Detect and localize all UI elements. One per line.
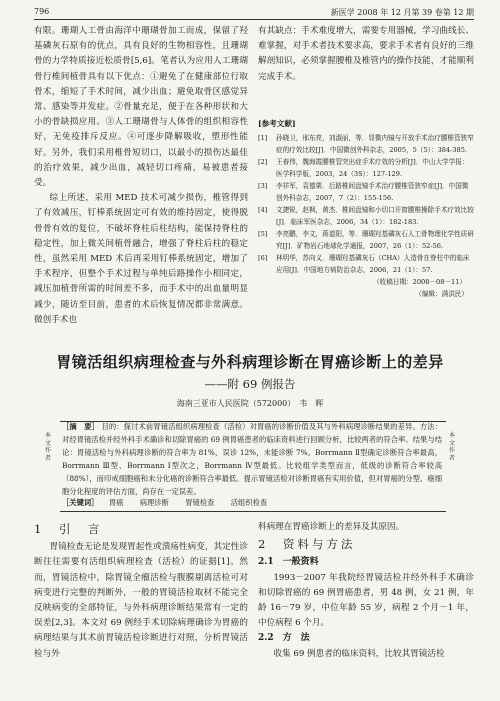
received-date: （收稿日期：2008－08－11） [373,278,466,286]
reference-number: [3] [258,182,268,190]
body-paragraph: 有其缺点：手术难度增大，需要专用器械，学习曲线长、难掌握，对手术者技术要求高，要求手术者有良好的三维解剖知识，必须掌握腰椎及椎管内的操作技能，才能顺利完成手术。 [258,26,474,82]
body-paragraph: 1993－2007 年我院经胃镜活检并经外科手术确诊和切除胃癌的 69 例胃癌患者，男 48 例，女 21 例，年龄 16－79 岁，中位年龄 55 岁，病程 2 个月－1 年，中位病程 6 个月。 [258,572,474,629]
running-header [34,3,474,19]
keywords-label: ［关键词］ [62,498,99,507]
article-right-column [258,520,474,662]
body-paragraph: 胃镜检查无论是发现胃起性或溃疡性病变，其定性诊断往往需要有活组织病理检查（活检）的证据[1]。然而，胃镜活检中，除胃镜全瘤活检与腹膜剔离活检可对病变进行完整的判断外，一般的胃镜活检取材不能完全反映病变的全部特征，与外科病理诊断结果常有一定的误差[2,3]。本文对 69 例经手术切除病理确诊为胃癌的病理结果与其术前胃镜活检诊断进行对照，分析胃镜活检与外 [34,542,248,659]
keyword: 胃镜检查 [185,498,215,507]
reference-text: 李亮鹏，李文，蒋道阳，等．珊瑚羟基磷灰石人工骨物理化学性质研究[J]．矿物岩石地球化学通报，2007，26（1）：52-56. [276,230,474,250]
reference-list [258,118,474,300]
reference-item [258,204,474,228]
reference-item [258,180,474,204]
references-heading: [参考文献] [258,119,296,128]
side-note-right: 本文作者 [448,432,456,462]
section-heading: 2 资料与方法 [258,537,356,552]
abstract-label: ［摘 要］ [62,422,100,431]
subsection-heading: 2.2 方 法 [258,633,310,644]
keyword: 病理诊断 [139,498,169,507]
abstract-text: 目的：探讨术前胃镜活组织病理检查（活检）对胃癌的诊断价值及其与外科病理诊断结果的差异。方法：对经胃镜活检并经外科手术确诊和切除胃癌的 69 例胃癌患者的临床资料进行回顾分析，比较两者的符合率。结果与结论：胃镜活检与外科病理诊断的符合率为 81%，误诊 12%，未能诊断 7%。Borrmann Ⅱ型确定诊断符合率最高，Borrmann Ⅲ型、Borrmann Ⅰ型次之，Borrmann Ⅳ型最低。比较组学类型而言，低级的诊断符合率较高（88%），而印戒细胞癌和未分化癌的诊断符合率最低。提示胃镜活检对诊断胃癌有实用价值，但对胃癌的分型、癌细胞分化程度的评估方面，尚存在一定误差。 [62,422,443,496]
reference-number: [6] [258,254,268,262]
reference-text: 孙晓卫，邢东亮，刘淑丽，等．显微内镜与开放手术治疗腰椎管狭窄症的疗效比较[J]．中国微创外科杂志，2005，5（5）：384-385. [276,134,474,154]
reference-text: 文捷锐，赵枫，黄杰．椎间盘镜和小切口开窗腰椎操除手术疗效比较[J]．临床军医杂志，2006，34（1）：182-183. [276,206,474,226]
editor-credit: （编辑：满洪民） [415,290,468,298]
reference-text: 李祥军，袁德栗．后路椎间盘镜手术治疗腰椎管狭窄症[J]．中国微创外科杂志，2007，7（2）：155-156. [276,182,469,202]
article-author: 海南三亚市人民医院（572000） 韦 辉 [176,399,324,408]
article-title: 胃镜活组织病理检查与外科病理诊断在胃癌诊断上的差异 [56,353,444,371]
body-paragraph: 综上所述，采用 MED 技术可减少损伤，椎管得到了有效减压，钉棒系统固定可有效的维持固定，使得脱骨骨有效的复位，不破坏脊柱后柱结构，能保持脊柱的稳定性，加上微关间植骨融合，增强了脊柱后柱的稳定性，虽然采用 MED 术后再采用钉棒系统固定，增加了手术程序，但整个手术过程与单纯后路操作小相同定，减压加植骨所需的时间差不多，而手术中的出血量明显减少，随访至目前，患者的术后恢复情况都非常满意。微创手术也 [34,193,248,325]
reference-number: [4] [258,206,268,214]
article-subtitle: ——附 69 例报告 [204,377,296,391]
reference-number: [2] [258,158,268,166]
reference-item [258,228,474,252]
previous-article-left-column [34,24,248,328]
reference-item [258,252,474,276]
keyword: 胃癌 [108,498,124,507]
article-left-column [34,520,248,662]
reference-number: [1] [258,134,268,142]
journal-citation: 新医学 2008 年 12 月第 39 卷第 12 期 [330,8,474,17]
reference-item [258,156,474,180]
reference-text: 林明华，苏向义．珊瑚羟基磷灰石（CHA）人造骨在脊柱中的临床应用[J]．中国地方病防治杂志，2006，21（1）：57. [276,254,470,274]
body-paragraph: 科病理在胃癌诊断上的差异及其原因。 [258,522,405,532]
side-note-left: 本文作者 [44,432,52,462]
header-rule [34,19,474,20]
section-heading: 1 引 言 [34,522,103,536]
reference-number: [5] [258,230,268,238]
reference-text: 王春伟，魏海霞腰椎管突出症手术疗效的分析[J]．中山大学学报：医学科学版，2003，24（3S）：127-129. [276,158,469,178]
keyword: 活组织检查 [230,498,268,507]
abstract-bottom-rule [60,511,446,512]
previous-article-right-column [258,24,474,85]
subsection-heading: 2.1 一般资料 [258,557,319,568]
page-number: 796 [34,7,50,16]
reference-item [258,132,474,156]
keywords [62,498,442,508]
body-paragraph: 有限。珊瑚人工骨由海洋中珊瑚骨加工而成，保留了羟基磷灰石原有的优点，具有良好的生物相容性，且珊瑚骨的力学特质接近松质骨[5,6]。笔者认为应用人工珊瑚骨行椎间植骨具有以下优点：①避免了在健康部位行取骨术，缩短了手术时间，减少出血；避免取骨区感觉异常、感染等并发症。②骨量充足，便于在各种形状和大小的骨缺损应用。③人工珊瑚骨与人体骨的组织相容性好，无免疫排斥反应。④可逐步降解吸收，塑形性能好。另外，我们采用椎骨短切口，以最小的损伤达最佳的治疗效果，减少出血，减轻切口疼痛，易被患者接受。 [34,26,248,189]
abstract [62,420,442,498]
body-paragraph: 收集 69 例患者的临床资料，比较其胃镜活检 [273,648,445,659]
